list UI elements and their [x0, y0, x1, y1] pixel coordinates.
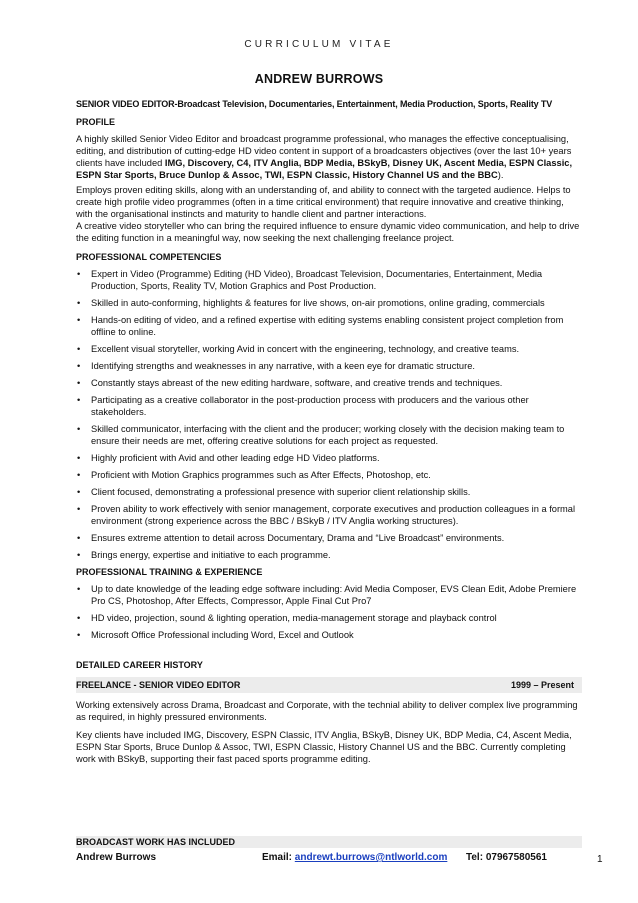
competency-item: • Proficient with Motion Graphics programmes such as After Effects, Photoshop, etc. — [76, 469, 582, 481]
footer-name: Andrew Burrows — [76, 852, 157, 863]
training-item: • Up to date knowledge of the leading edge software including: Avid Media Composer, EVS Clean Edit, Adobe Premiere Pro CS, Photoshop, After Effects, Compressor, Apple Final Cut Pro7 — [76, 583, 582, 607]
profile-p1-end: ). — [497, 170, 504, 180]
competency-item: • Highly proficient with Avid and other leading edge HD Video platforms. — [76, 452, 582, 464]
competency-item: • Client focused, demonstrating a professional presence with superior client relationship skills. — [76, 486, 582, 498]
competency-item: • Participating as a creative collaborator in the post-production process with producers and the various other stakeholders. — [76, 394, 582, 418]
competency-item: • Identifying strengths and weaknesses in any narrative, with a keen eye for dramatic structure. — [76, 360, 582, 372]
profile-heading: PROFILE — [76, 117, 116, 127]
document-label: CURRICULUM VITAE — [244, 39, 394, 50]
page-number: 1 — [597, 854, 603, 865]
job-title: FREELANCE - SENIOR VIDEO EDITOR — [76, 680, 241, 690]
profile-paragraph-1 — [76, 133, 582, 181]
email-link[interactable]: andrewt.burrows@ntlworld.com — [294, 852, 448, 863]
profile-paragraph-2: Employs proven editing skills, along with an understanding of, and ability to connect with the targeted audience. Helps to create high profile video programmes (often in a time critical environment) that require innovative and creative thinking, with the organisational instincts and maturity to handle client and partner interactions. — [76, 185, 571, 219]
footer-email-label: Email: — [262, 852, 295, 863]
profile-paragraph-3: A creative video storyteller who can bring the required influence to ensure dynamic video communication, and help to drive the editing function in a meaningful way, now seeking the next challenging freelance project. — [76, 221, 580, 243]
training-heading: PROFESSIONAL TRAINING & EXPERIENCE — [76, 567, 263, 577]
candidate-name: ANDREW BURROWS — [254, 72, 384, 86]
competency-item: • Skilled communicator, interfacing with the client and the producer; working closely with the decision making team to ensure their needs are met, offering creative solutions for each project as requested. — [76, 423, 582, 447]
competencies-list — [76, 268, 582, 561]
profile-p1-clients: IMG, Discovery, C4, ITV Anglia, BDP Media, BSkyB, Disney UK, Ascent Media, ESPN Classic, ESPN Star Sports, Bruce Dunlop & Assoc, TWI, ESPN Classic, History Channel US and the BBC — [76, 158, 573, 180]
competency-item: • Ensures extreme attention to detail across Documentary, Drama and “Live Broadcast” environments. — [76, 532, 582, 544]
competency-item: • Skilled in auto-conforming, highlights & features for live shows, on-air promotions, online grading, commercials — [76, 297, 582, 309]
competency-item: • Excellent visual storyteller, working Avid in concert with the engineering, technology, and creative teams. — [76, 343, 582, 355]
competencies-heading: PROFESSIONAL COMPETENCIES — [76, 252, 222, 262]
footer-telephone: Tel: 07967580561 — [466, 852, 547, 863]
cv-content — [76, 98, 582, 765]
competency-item: • Proven ability to work effectively with senior management, corporate executives and production colleagues in a formal environment (strong experience across the BBC / BSkyB / ITV Anglia working structures). — [76, 503, 582, 527]
job-header-bar — [76, 677, 582, 693]
footer-email — [262, 852, 447, 863]
career-paragraph-2: Key clients have included IMG, Discovery, ESPN Classic, ITV Anglia, BSkyB, Disney UK, BDP Media, C4, Ascent Media, ESPN Star Sports, Bruce Dunlop & Assoc, TWI, ESPN Classic, History Channel US and the BBC. Currently completing work with BSkyB, supporting their fast paced sports programme editing. — [76, 730, 572, 764]
competency-item: • Expert in Video (Programme) Editing (HD Video), Broadcast Television, Documentaries, Entertainment, Media Production, Sports, Reality TV, Motion Graphics and Post Production. — [76, 268, 582, 292]
competency-item: • Constantly stays abreast of the new editing hardware, software, and creative trends and techniques. — [76, 377, 582, 389]
broadcast-work-heading: BROADCAST WORK HAS INCLUDED — [76, 836, 582, 848]
headline: SENIOR VIDEO EDITOR-Broadcast Television, Documentaries, Entertainment, Media Production, Sports, Reality TV — [76, 99, 553, 109]
career-heading: DETAILED CAREER HISTORY — [76, 660, 203, 670]
job-dates: 1999 – Present — [510, 680, 574, 690]
competency-item: • Hands-on editing of video, and a refined expertise with editing systems enabling consistent project completion from offline to online. — [76, 314, 582, 338]
career-paragraph-1: Working extensively across Drama, Broadcast and Corporate, with the technial ability to deliver complex live programming as required, in highly pressured environments. — [76, 700, 578, 722]
training-item: • Microsoft Office Professional including Word, Excel and Outlook — [76, 629, 582, 641]
competency-item: • Brings energy, expertise and initiative to each programme. — [76, 549, 582, 561]
training-item: • HD video, projection, sound & lighting operation, media-management storage and playback control — [76, 612, 582, 624]
training-list — [76, 583, 582, 641]
profile-p1-start: A highly skilled Senior Video Editor and broadcast programme professional, who manages the effective conceptualising, editing, and distribution of cutting-edge HD video content in support of a broadcasters objectives (over the last 10+ years clients have included — [76, 134, 572, 168]
